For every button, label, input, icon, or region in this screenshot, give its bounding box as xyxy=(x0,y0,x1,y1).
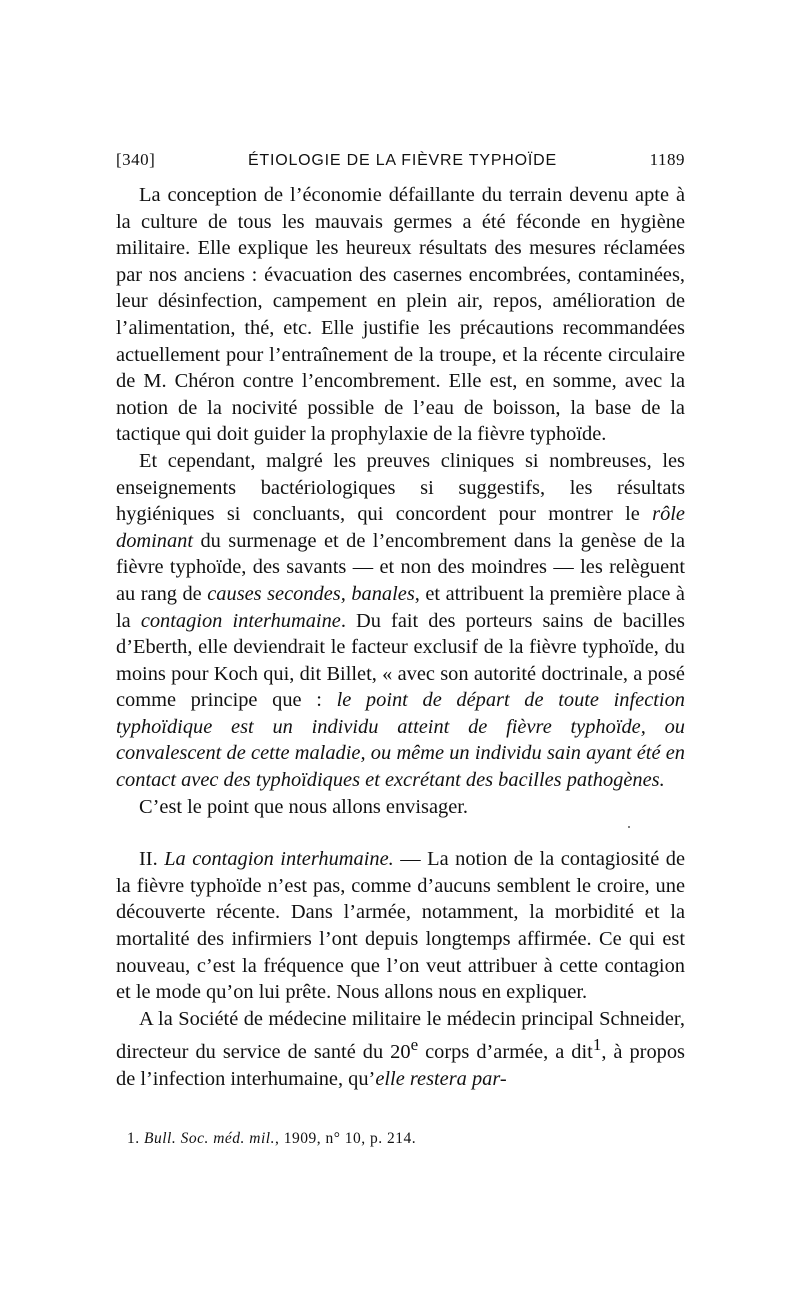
italic-run: contagion interhumaine xyxy=(140,609,341,632)
section-heading: La contagion interhumaine. xyxy=(164,848,394,871)
text-run: — La notion de la contagiosité de la fièvre typhoïde n’est pas, comme d’aucuns semblent le croire, une découverte récente. Dans l’armée, notamment, la morbidité et la mortalité des infirmiers l’ont depuis longtemps affirmée. Ce qui est nouveau, c’est la fréquence que l’on veut attribuer à cette contagion et le mode qu’on lui prête. Nous allons nous en expliquer. xyxy=(116,848,685,1004)
text-run: . Du fait des porteurs sains de bacilles d’Eberth, elle deviendrait le facteur exclusif de la fièvre typhoïde, du moins pour Koch qui, dit Billet, « avec son autorité doctrinale, a posé comme principe que : xyxy=(116,609,685,712)
section-numeral: II. xyxy=(139,848,165,871)
text-run: , à propos de l’infection interhumaine, qu’ xyxy=(116,1041,685,1090)
italic-run: elle restera par- xyxy=(375,1067,507,1090)
footnote-citation: , 1909, n° 10, p. 214. xyxy=(274,1130,417,1147)
running-title: ÉTIOLOGIE DE LA FIÈVRE TYPHOÏDE xyxy=(247,152,557,169)
text-run: A la Société de médecine militaire le médecin principal Schneider, directeur du service de santé du 20 xyxy=(116,1007,685,1064)
paragraph-1: La conception de l’économie défaillante du terrain devenu apte à la culture de tous les mauvais germes a été féconde en hygiène militaire. Elle explique les heureux résultats des mesures réclamées par nos anciens : évacuation des casernes encombrées, contaminées, leur désinfection, campement en plein air, repos, amélioration de l’alimentation, thé, etc. Elle justifie les précautions recommandées actuellement pour l’entraînement de la troupe, et la récente circulaire de M. Chéron contre l’encombrement. Elle est, en somme, avec la notion de la nocivité possible de l’eau de boisson, la base de la tactique qui doit guider la prophylaxie de la fièvre typhoïde. xyxy=(116,184,685,446)
page-ref-left: [340] xyxy=(116,150,156,169)
running-header xyxy=(116,150,685,170)
footnote-journal: Bull. Soc. méd. mil. xyxy=(144,1130,275,1147)
paragraph-3: C’est le point que nous allons envisager. xyxy=(139,795,469,818)
paragraph-2 xyxy=(116,448,685,794)
body-text xyxy=(116,182,685,1092)
text-run: , et attribuent la première place à la xyxy=(116,582,685,632)
italic-run: rôle dominant xyxy=(116,503,685,552)
section-gap xyxy=(116,820,685,846)
page xyxy=(116,150,685,1092)
footnote-marker: 1. xyxy=(127,1130,144,1147)
footnote xyxy=(127,1130,416,1148)
text-run: Et cependant, malgré les preuves cliniques si nombreuses, les enseignements bactériologiques si suggestifs, les résultats hygiéniques si concluants, qui concordent pour montrer le xyxy=(116,449,685,526)
text-run: du surmenage et de l’encombrement dans la genèse de la fièvre typhoïde, des savants — et non des moindres — les relèguent au rang de xyxy=(116,529,685,605)
superscript: e xyxy=(410,1035,419,1055)
print-speck xyxy=(628,826,630,828)
italic-run: causes secondes, banales xyxy=(207,582,415,605)
page-number: 1189 xyxy=(649,150,685,169)
section-ii-paragraph xyxy=(116,846,685,1006)
text-run: corps d’armée, a dit xyxy=(418,1041,593,1064)
paragraph-5 xyxy=(116,1006,685,1093)
koch-quote: le point de départ de toute infection typhoïdique est un individu atteint de fièvre typhoïde, ou convalescent de cette maladie, ou même un individu sain ayant été en contact avec des typhoïdiques et excrétant des bacilles pathogènes. xyxy=(116,689,685,792)
footnote-ref: 1 xyxy=(592,1035,602,1055)
